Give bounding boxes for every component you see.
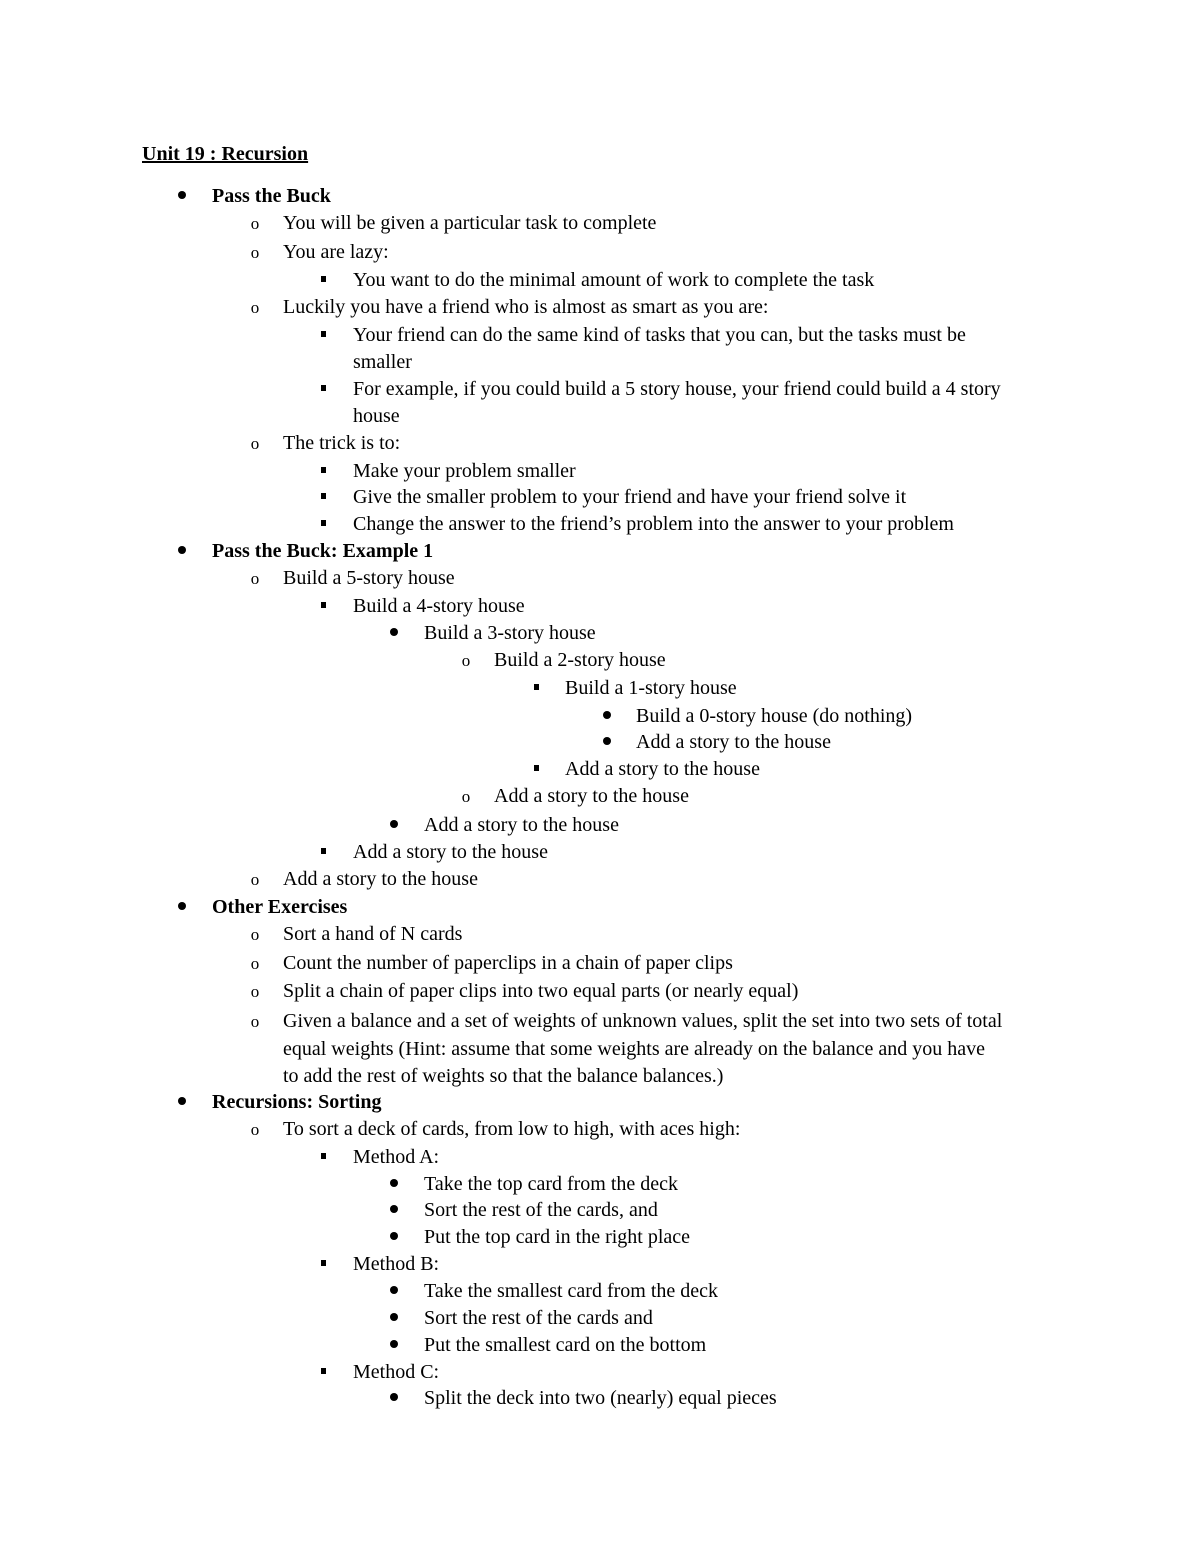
bullet-dot-icon [382, 1224, 406, 1251]
bullet-square-icon [311, 593, 335, 620]
list-item-text: to add the rest of weights so that the balance balances.) [283, 1065, 724, 1087]
list-item-text: Sort the rest of the cards and [424, 1307, 653, 1329]
bullet-square-icon [311, 839, 335, 866]
list-item-text: Your friend can do the same kind of tasks that you can, but the tasks must be [353, 324, 966, 346]
bullet-square-icon [311, 1251, 335, 1278]
bullet-square-icon [311, 511, 335, 538]
bullet-dot-icon [170, 538, 194, 565]
bullet-dot-icon [170, 894, 194, 921]
list-item-text: Given a balance and a set of weights of unknown values, split the set into two sets of total [283, 1010, 1003, 1032]
list-item-text: house [353, 405, 400, 427]
bullet-circle-icon: o [250, 925, 260, 944]
list-item-text: Add a story to the house [424, 814, 619, 836]
bullet-dot-icon [170, 1089, 194, 1116]
bullet-dot-icon [382, 1171, 406, 1198]
list-item-text: You want to do the minimal amount of work to complete the task [353, 269, 875, 291]
list-item-text: Method A: [353, 1146, 440, 1168]
bullet-square-icon [311, 1144, 335, 1171]
list-item-text: Count the number of paperclips in a chain of paper clips [283, 952, 733, 974]
bullet-square-icon [311, 484, 335, 511]
list-item-text: Build a 5-story house [283, 567, 455, 589]
bullet-dot-icon [382, 1385, 406, 1412]
bullet-dot-icon [382, 812, 406, 839]
section-heading: Pass the Buck: Example 1 [212, 540, 434, 562]
bullet-square-icon [311, 458, 335, 485]
list-item-text: Put the top card in the right place [424, 1226, 691, 1248]
list-item-text: Build a 0-story house (do nothing) [636, 705, 913, 727]
list-item-text: Add a story to the house [494, 785, 689, 807]
bullet-square-icon [311, 267, 335, 294]
list-item-text: Sort the rest of the cards, and [424, 1199, 658, 1221]
bullet-square-icon [311, 1359, 335, 1386]
bullet-dot-icon [595, 703, 619, 730]
list-item-text: Sort a hand of N cards [283, 923, 463, 945]
list-item-text: Luckily you have a friend who is almost as smart as you are: [283, 296, 769, 318]
list-item-text: Take the top card from the deck [424, 1173, 679, 1195]
list-item-text: Method B: [353, 1253, 440, 1275]
bullet-dot-icon [382, 1197, 406, 1224]
bullet-circle-icon: o [250, 243, 260, 262]
list-item-text: Split a chain of paper clips into two equal parts (or nearly equal) [283, 980, 799, 1002]
list-item-text: Add a story to the house [565, 758, 760, 780]
list-item-text: Add a story to the house [353, 841, 548, 863]
list-item-text: Take the smallest card from the deck [424, 1280, 719, 1302]
bullet-circle-icon: o [250, 434, 260, 453]
bullet-circle-icon: o [250, 1012, 260, 1031]
bullet-circle-icon: o [461, 651, 471, 670]
list-item-text: For example, if you could build a 5 story house, your friend could build a 4 story [353, 378, 1001, 400]
page-title: Unit 19 : Recursion [142, 143, 309, 165]
bullet-circle-icon: o [250, 298, 260, 317]
section-heading: Recursions: Sorting [212, 1091, 382, 1113]
bullet-circle-icon: o [250, 954, 260, 973]
bullet-dot-icon [170, 183, 194, 210]
section-heading: Other Exercises [212, 896, 348, 918]
bullet-square-icon [524, 756, 548, 783]
bullet-dot-icon [382, 1332, 406, 1359]
list-item-text: Add a story to the house [283, 868, 478, 890]
list-item-text: Put the smallest card on the bottom [424, 1334, 707, 1356]
list-item-text: Change the answer to the friend’s problem into the answer to your problem [353, 513, 954, 535]
list-item-text: To sort a deck of cards, from low to high, with aces high: [283, 1118, 741, 1140]
bullet-circle-icon: o [250, 1120, 260, 1139]
list-item-text: Make your problem smaller [353, 460, 576, 482]
list-item-text: Build a 3-story house [424, 622, 596, 644]
bullet-square-icon [524, 675, 548, 702]
list-item-text: smaller [353, 351, 412, 373]
list-item-text: You are lazy: [283, 241, 389, 263]
bullet-circle-icon: o [250, 870, 260, 889]
bullet-dot-icon [595, 729, 619, 756]
section-heading: Pass the Buck [212, 185, 331, 207]
bullet-circle-icon: o [250, 569, 260, 588]
list-item-text: Build a 1-story house [565, 677, 737, 699]
list-item-text: Give the smaller problem to your friend and have your friend solve it [353, 486, 907, 508]
list-item-text: Build a 4-story house [353, 595, 525, 617]
list-item-text: equal weights (Hint: assume that some weights are already on the balance and you have [283, 1038, 985, 1060]
bullet-square-icon [311, 376, 335, 403]
list-item-text: You will be given a particular task to complete [283, 212, 657, 234]
list-item-text: Build a 2-story house [494, 649, 666, 671]
list-item-text: Split the deck into two (nearly) equal pieces [424, 1387, 777, 1409]
list-item-text: The trick is to: [283, 432, 401, 454]
bullet-circle-icon: o [250, 214, 260, 233]
bullet-circle-icon: o [250, 982, 260, 1001]
bullet-dot-icon [382, 620, 406, 647]
bullet-dot-icon [382, 1278, 406, 1305]
list-item-text: Method C: [353, 1361, 440, 1383]
bullet-dot-icon [382, 1305, 406, 1332]
list-item-text: Add a story to the house [636, 731, 831, 753]
bullet-square-icon [311, 322, 335, 349]
bullet-circle-icon: o [461, 787, 471, 806]
